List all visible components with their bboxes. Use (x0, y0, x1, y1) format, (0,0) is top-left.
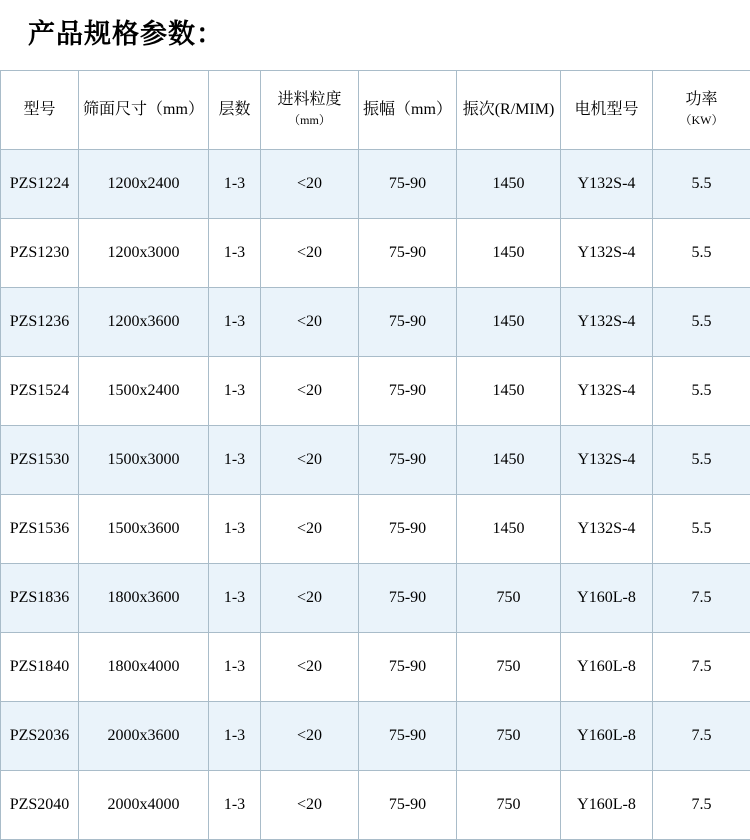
header-row (1, 71, 750, 150)
cell-layers: 1-3 (209, 426, 261, 495)
cell-power: 5.5 (653, 426, 750, 495)
cell-model: PZS1836 (1, 564, 79, 633)
header-layers: 层数 (209, 71, 261, 150)
header-power-unit: （KW） (680, 113, 724, 127)
table-row (1, 495, 750, 564)
cell-feed-size: <20 (261, 288, 359, 357)
table-row (1, 702, 750, 771)
cell-frequency: 1450 (457, 495, 561, 564)
header-power-main: 功率 (685, 91, 717, 108)
table-row (1, 150, 750, 219)
table-body (1, 150, 750, 840)
cell-frequency: 1450 (457, 288, 561, 357)
header-model: 型号 (1, 71, 79, 150)
cell-feed-size: <20 (261, 633, 359, 702)
cell-motor-model: Y160L-8 (561, 633, 653, 702)
cell-power: 5.5 (653, 219, 750, 288)
cell-power: 5.5 (653, 495, 750, 564)
cell-motor-model: Y160L-8 (561, 702, 653, 771)
table-row (1, 288, 750, 357)
cell-amplitude: 75-90 (359, 357, 457, 426)
cell-screen-size: 1800x3600 (79, 564, 209, 633)
header-power (653, 71, 750, 150)
cell-model: PZS1840 (1, 633, 79, 702)
cell-screen-size: 2000x4000 (79, 771, 209, 840)
cell-model: PZS1230 (1, 219, 79, 288)
cell-motor-model: Y132S-4 (561, 357, 653, 426)
table-row (1, 771, 750, 840)
cell-amplitude: 75-90 (359, 495, 457, 564)
cell-screen-size: 1200x3600 (79, 288, 209, 357)
cell-frequency: 750 (457, 633, 561, 702)
table-row (1, 633, 750, 702)
cell-frequency: 750 (457, 564, 561, 633)
cell-feed-size: <20 (261, 771, 359, 840)
cell-frequency: 1450 (457, 426, 561, 495)
header-feed-size-unit: （mm） (288, 113, 331, 127)
cell-power: 7.5 (653, 771, 750, 840)
cell-screen-size: 1500x3000 (79, 426, 209, 495)
cell-screen-size: 1200x2400 (79, 150, 209, 219)
cell-power: 5.5 (653, 288, 750, 357)
cell-amplitude: 75-90 (359, 288, 457, 357)
cell-feed-size: <20 (261, 495, 359, 564)
cell-screen-size: 1500x2400 (79, 357, 209, 426)
cell-screen-size: 1200x3000 (79, 219, 209, 288)
cell-motor-model: Y132S-4 (561, 426, 653, 495)
cell-power: 5.5 (653, 357, 750, 426)
cell-screen-size: 2000x3600 (79, 702, 209, 771)
header-screen-size: 筛面尺寸（mm） (79, 71, 209, 150)
cell-model: PZS2040 (1, 771, 79, 840)
cell-frequency: 750 (457, 771, 561, 840)
cell-amplitude: 75-90 (359, 771, 457, 840)
header-feed-size-main: 进料粒度 (277, 91, 341, 108)
cell-layers: 1-3 (209, 495, 261, 564)
cell-layers: 1-3 (209, 150, 261, 219)
cell-amplitude: 75-90 (359, 219, 457, 288)
cell-feed-size: <20 (261, 357, 359, 426)
cell-amplitude: 75-90 (359, 702, 457, 771)
table-row (1, 219, 750, 288)
table-header (1, 71, 750, 150)
cell-frequency: 1450 (457, 219, 561, 288)
cell-feed-size: <20 (261, 564, 359, 633)
cell-motor-model: Y132S-4 (561, 219, 653, 288)
cell-model: PZS1236 (1, 288, 79, 357)
cell-layers: 1-3 (209, 702, 261, 771)
cell-amplitude: 75-90 (359, 150, 457, 219)
cell-motor-model: Y132S-4 (561, 495, 653, 564)
cell-amplitude: 75-90 (359, 633, 457, 702)
table-row (1, 357, 750, 426)
cell-feed-size: <20 (261, 219, 359, 288)
table-row (1, 426, 750, 495)
cell-screen-size: 1800x4000 (79, 633, 209, 702)
cell-layers: 1-3 (209, 288, 261, 357)
cell-motor-model: Y160L-8 (561, 771, 653, 840)
cell-model: PZS1224 (1, 150, 79, 219)
cell-power: 7.5 (653, 702, 750, 771)
cell-power: 7.5 (653, 633, 750, 702)
cell-feed-size: <20 (261, 426, 359, 495)
cell-frequency: 750 (457, 702, 561, 771)
cell-screen-size: 1500x3600 (79, 495, 209, 564)
cell-model: PZS2036 (1, 702, 79, 771)
cell-motor-model: Y132S-4 (561, 150, 653, 219)
cell-motor-model: Y132S-4 (561, 288, 653, 357)
cell-layers: 1-3 (209, 357, 261, 426)
cell-layers: 1-3 (209, 771, 261, 840)
spec-table (0, 70, 750, 840)
cell-frequency: 1450 (457, 150, 561, 219)
table-row (1, 564, 750, 633)
cell-feed-size: <20 (261, 150, 359, 219)
header-frequency: 振次(R/MIM) (457, 71, 561, 150)
cell-model: PZS1530 (1, 426, 79, 495)
cell-power: 7.5 (653, 564, 750, 633)
cell-model: PZS1536 (1, 495, 79, 564)
cell-power: 5.5 (653, 150, 750, 219)
cell-model: PZS1524 (1, 357, 79, 426)
header-motor-model: 电机型号 (561, 71, 653, 150)
header-feed-size (261, 71, 359, 150)
cell-layers: 1-3 (209, 633, 261, 702)
cell-layers: 1-3 (209, 219, 261, 288)
cell-frequency: 1450 (457, 357, 561, 426)
cell-feed-size: <20 (261, 702, 359, 771)
cell-layers: 1-3 (209, 564, 261, 633)
cell-amplitude: 75-90 (359, 564, 457, 633)
cell-motor-model: Y160L-8 (561, 564, 653, 633)
page-title: 产品规格参数： (0, 0, 750, 50)
header-amplitude: 振幅（mm） (359, 71, 457, 150)
cell-amplitude: 75-90 (359, 426, 457, 495)
